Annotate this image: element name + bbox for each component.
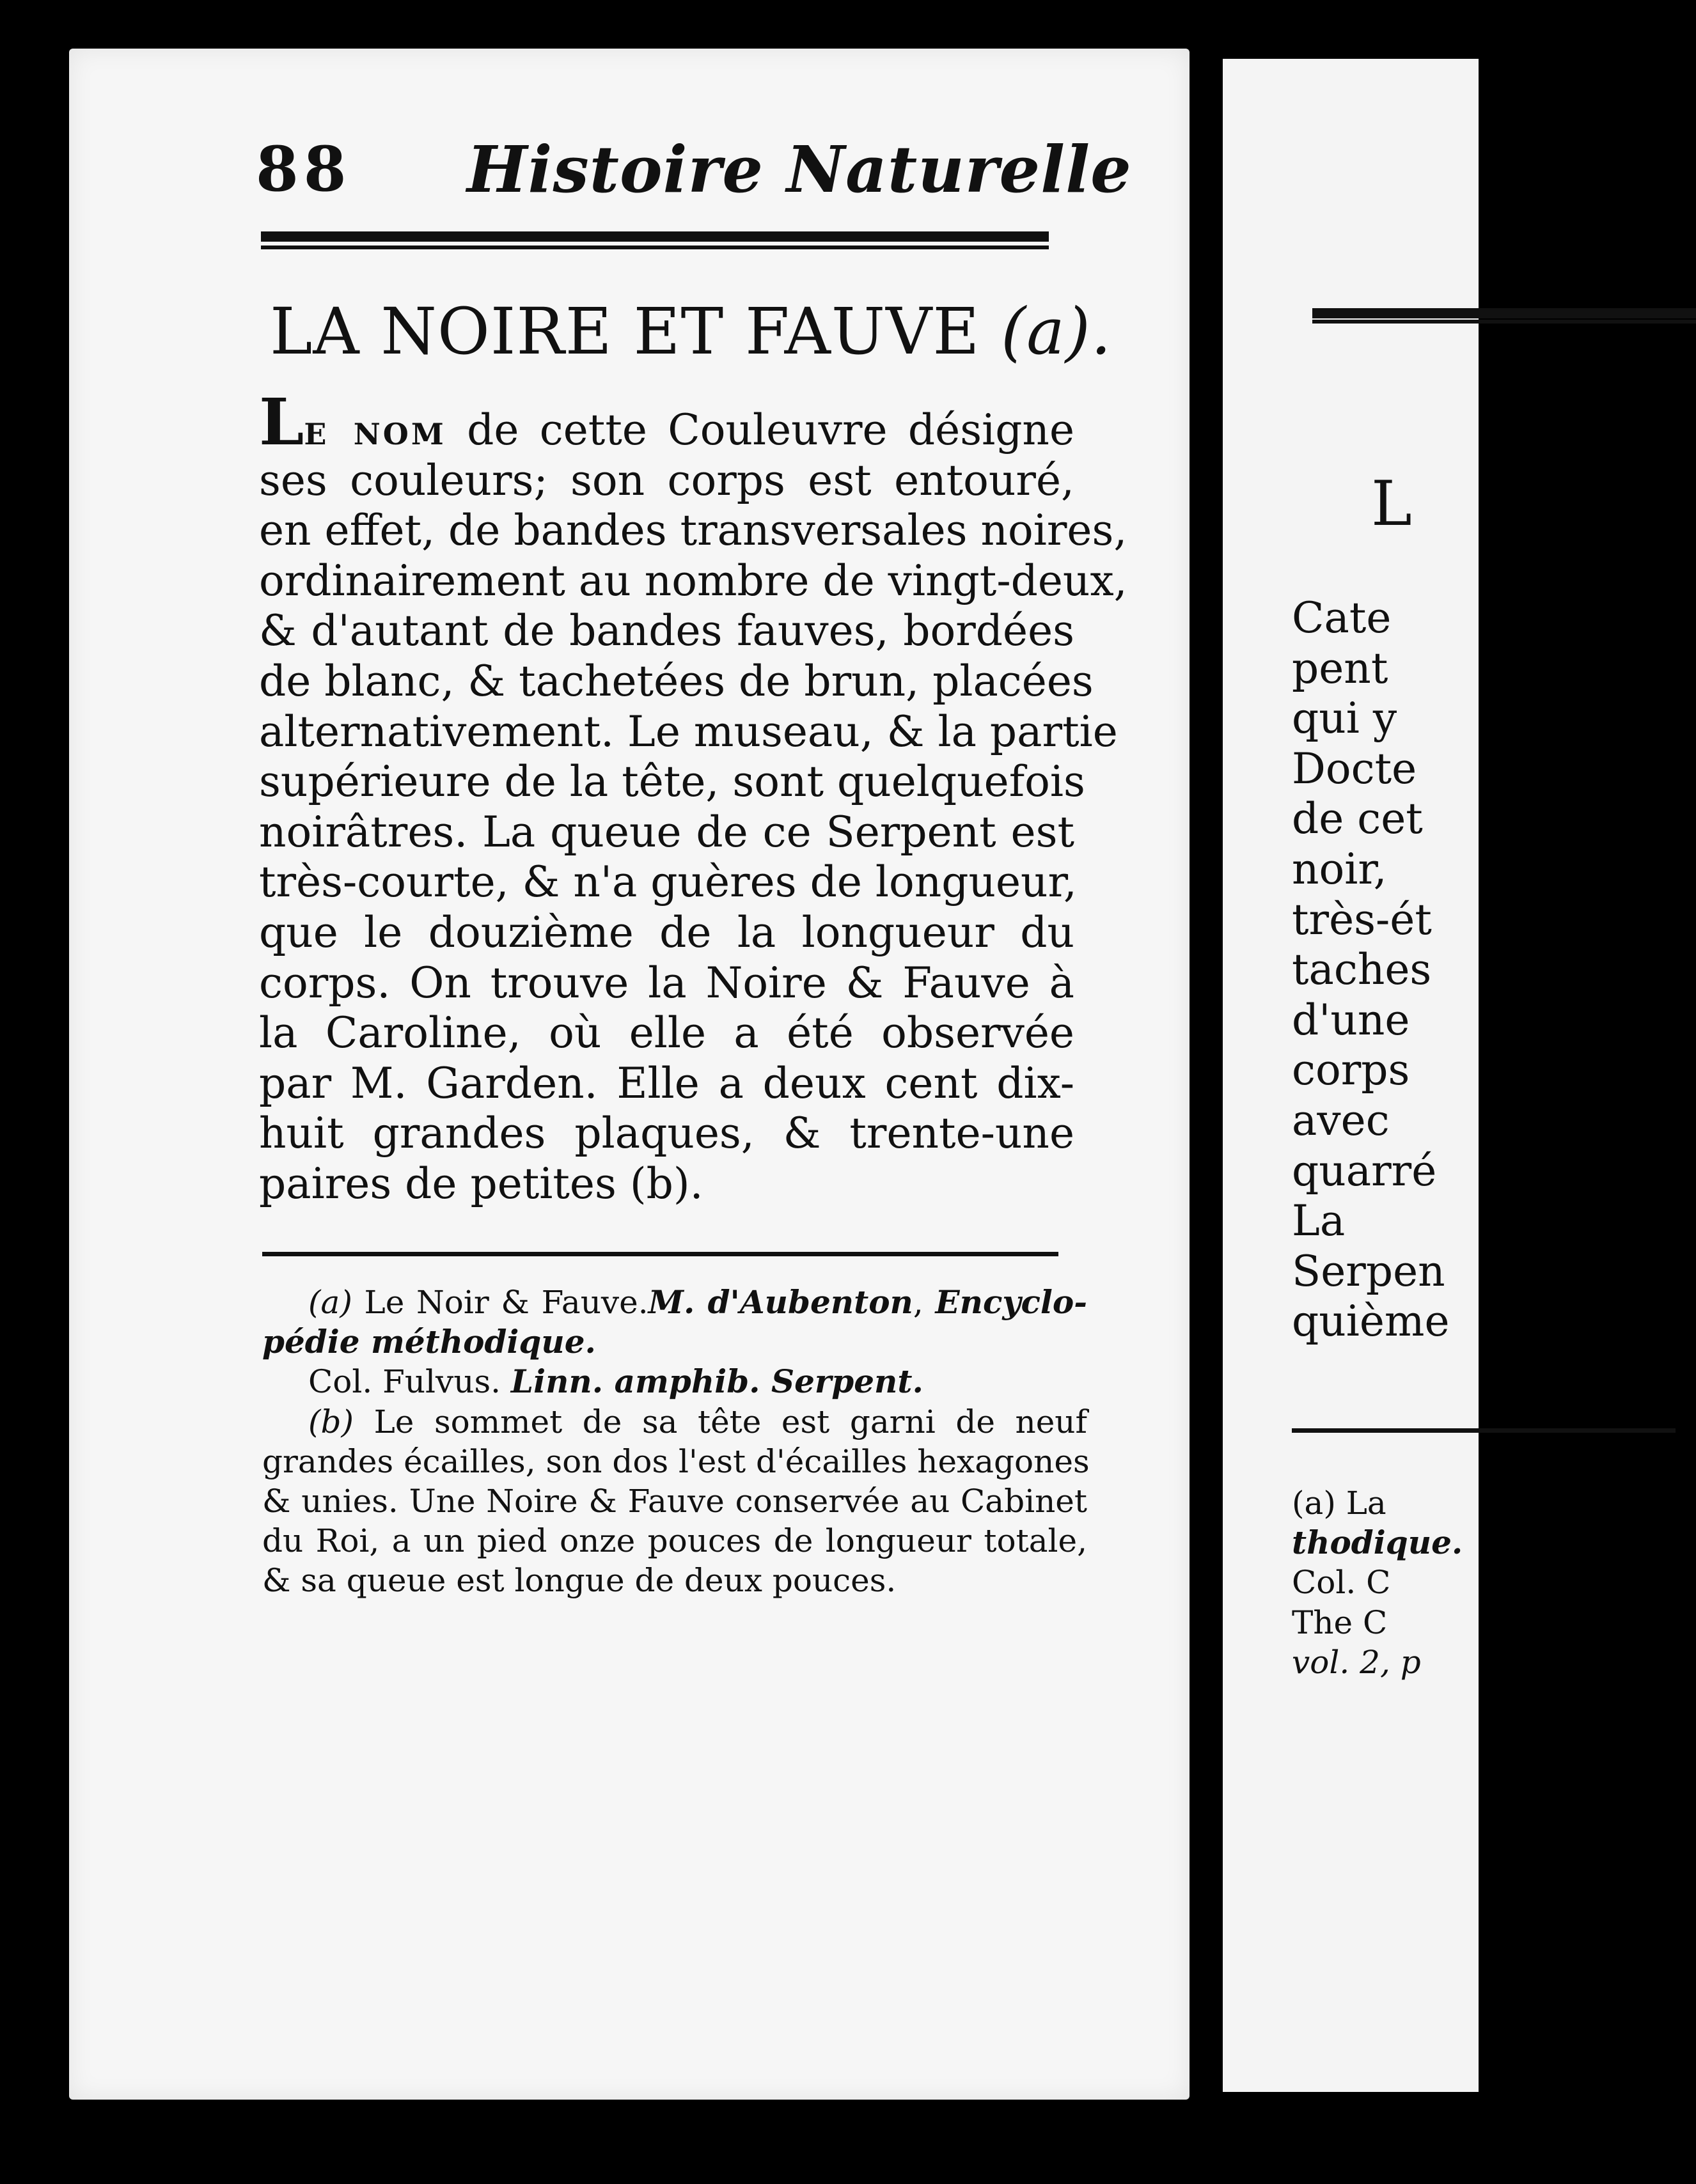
right-page-line: très-ét xyxy=(1292,894,1432,944)
right-page-line: quième xyxy=(1292,1297,1450,1346)
body-line: que le douzième de la longueur du xyxy=(259,907,1074,957)
footnote-col-reference: Linn. amphib. Serpent. xyxy=(510,1362,923,1401)
drop-cap: L xyxy=(259,384,304,460)
footnote-a-separator: , xyxy=(913,1284,936,1321)
right-page-line: d'une xyxy=(1292,995,1410,1045)
right-page-title-fragment: L xyxy=(1371,468,1412,540)
right-page-line: noir, xyxy=(1292,844,1387,894)
header-rule xyxy=(261,231,1049,249)
footnote-a-work: Encyclo- xyxy=(935,1283,1087,1321)
body-line: de blanc, & tachetées de brun, placées xyxy=(259,656,1094,706)
footnote-b xyxy=(262,1402,1087,1442)
body-line: corps. On trouve la Noire & Fauve à xyxy=(259,958,1074,1008)
right-page-line: qui y xyxy=(1292,694,1397,744)
body-line: & d'autant de bandes fauves, bordées xyxy=(259,606,1074,656)
footnote-a-work-continued: pédie méthodique. xyxy=(262,1323,596,1361)
footnote-a-author: M. d'Aubenton xyxy=(648,1283,913,1321)
footnote-b-line: du Roi, a un pied onze pouces de longueur totale, xyxy=(262,1522,1087,1560)
body-line-text: de cette Couleuvre désigne xyxy=(446,405,1075,455)
small-caps-lead: e nom xyxy=(304,405,446,455)
chapter-title-text: LA NOIRE ET FAUVE xyxy=(270,294,980,369)
chapter-title xyxy=(270,294,1112,369)
right-page-line: de cet xyxy=(1292,794,1423,844)
footnotes xyxy=(262,1283,1090,1601)
right-page-line: Cate xyxy=(1292,593,1392,643)
running-title: Histoire Naturelle xyxy=(467,132,1132,207)
footnote-reference-a: (a). xyxy=(1001,294,1112,369)
body-line xyxy=(259,384,1075,460)
body-paragraph xyxy=(259,384,1127,1210)
body-line: alternativement. Le museau, & la partie xyxy=(259,706,1118,756)
right-page-header-rule xyxy=(1312,308,1696,324)
right-page-line: corps xyxy=(1292,1045,1410,1095)
body-line: huit grandes plaques, & trente-une xyxy=(259,1109,1074,1158)
footnote-b-line: & unies. Une Noire & Fauve conservée au Cabinet xyxy=(262,1483,1087,1520)
footnote-b-text: Le sommet de sa tête est garni de neuf xyxy=(354,1403,1087,1440)
right-page-note-line: Col. C xyxy=(1292,1564,1391,1602)
body-line: noirâtres. La queue de ce Serpent est xyxy=(259,807,1074,857)
body-line: ordinairement au nombre de vingt-deux, xyxy=(259,556,1127,605)
footnote-b-line: & sa queue est longue de deux pouces. xyxy=(262,1562,897,1600)
footnote-a-continued xyxy=(262,1322,1087,1362)
right-page-line: Docte xyxy=(1292,744,1417,793)
page-number: 88 xyxy=(256,133,352,205)
right-page-footnote-fragments xyxy=(1292,1483,1463,1682)
right-page-note-line: The C xyxy=(1292,1603,1388,1641)
right-page-note-line: vol. 2, p xyxy=(1292,1643,1421,1681)
footnote-a xyxy=(262,1283,1087,1322)
right-page-line: taches xyxy=(1292,945,1432,995)
right-page-note-line: thodique. xyxy=(1292,1524,1463,1562)
right-page xyxy=(1223,59,1479,2092)
right-page-body-fragments xyxy=(1292,593,1450,1347)
right-page-line: La xyxy=(1292,1196,1346,1246)
body-line: ses couleurs; son corps est entouré, xyxy=(259,455,1074,505)
body-line: supérieure de la tête, sont quelquefois xyxy=(259,757,1085,807)
body-line: par M. Garden. Elle a deux cent dix- xyxy=(259,1058,1074,1108)
footnote-col-text: Col. Fulvus. xyxy=(308,1363,511,1401)
footnote-b-line: grandes écailles, son dos l'est d'écailles hexagones xyxy=(262,1442,1090,1480)
right-page-line: Serpen xyxy=(1292,1246,1445,1296)
footnote-col xyxy=(262,1362,1087,1401)
right-page-note-line: (a) La xyxy=(1292,1485,1386,1522)
right-page-line: avec xyxy=(1292,1095,1390,1145)
body-line: paires de petites (b). xyxy=(259,1158,703,1208)
body-line: la Caroline, où elle a été observée xyxy=(259,1008,1074,1058)
footnote-b-marker: (b) xyxy=(308,1403,354,1440)
right-page-footnote-rule xyxy=(1292,1428,1676,1433)
footnote-rule xyxy=(262,1252,1058,1256)
right-page-line: pent xyxy=(1292,643,1388,693)
body-line: très-courte, & n'a guères de longueur, xyxy=(259,857,1077,907)
right-page-line: quarré xyxy=(1292,1146,1437,1196)
body-line: en effet, de bandes transversales noires, xyxy=(259,506,1127,556)
footnote-a-text: Le Noir & Fauve. xyxy=(352,1284,648,1321)
footnote-a-marker: (a) xyxy=(308,1284,352,1321)
